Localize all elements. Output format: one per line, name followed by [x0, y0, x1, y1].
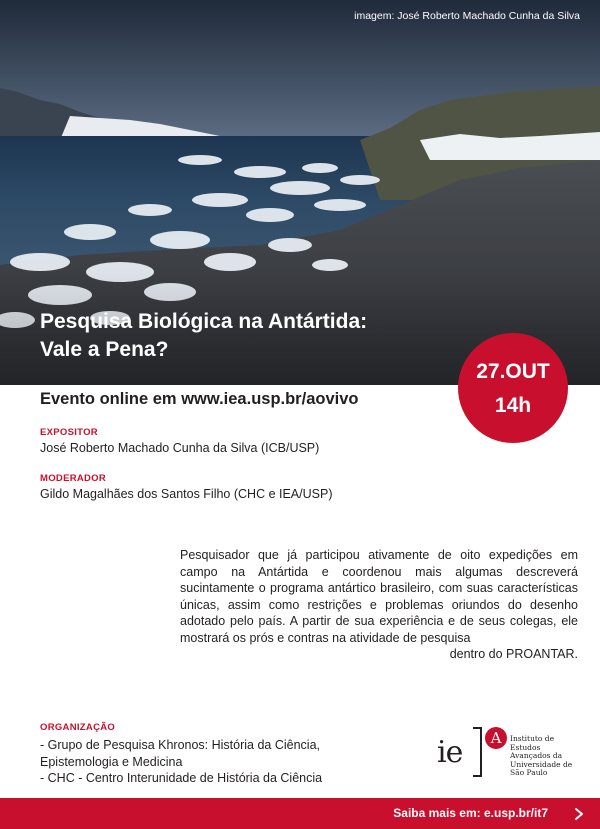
logo-bracket [473, 727, 482, 777]
image-credit: imagem: José Roberto Machado Cunha da Silva [354, 10, 580, 22]
event-title-line-1: Pesquisa Biológica na Antártida: [40, 310, 368, 333]
event-description [180, 547, 578, 663]
logo-text-line: São Paulo [510, 768, 548, 778]
logo-ie-mark: ie [437, 735, 463, 770]
description-last-line: dentro do PROANTAR. [449, 647, 578, 661]
organizacao-item: - CHC - Centro Interunidade de História da Ciência [40, 771, 323, 785]
organizacao-label: ORGANIZAÇÃO [40, 722, 116, 733]
organizacao-list [40, 737, 322, 787]
logo-text-line: Estudos [510, 742, 541, 752]
footer-bar[interactable] [0, 798, 600, 829]
event-title-line-2: Vale a Pena? [40, 338, 169, 361]
organizacao-item: - Grupo de Pesquisa Khronos: História da Ciência, [40, 738, 321, 752]
logo-institution-name [510, 735, 572, 778]
description-body: Pesquisador que já participou ativamente de oito expedições em campo na Antártida e coordenou mais algumas descreverá sucintamente o programa antártico brasileiro, com suas características únicas, assim como restrições e problemas oriundos do desenho adotado pelo país. A partir de sua experiência e de seus colegas, ele mostrará os prós e contras na atividade de pesquisa [180, 548, 578, 645]
expositor-label: EXPOSITOR [40, 427, 98, 438]
event-time: 14h [494, 394, 532, 417]
logo-text-line: Avançados da [510, 751, 563, 761]
event-date: 27.OUT [476, 360, 550, 383]
expositor-name: José Roberto Machado Cunha da Silva (ICB/USP) [40, 441, 320, 455]
hero-image [0, 0, 600, 385]
event-title [40, 308, 367, 364]
online-event-link[interactable]: Evento online em www.iea.usp.br/aovivo [40, 390, 359, 408]
chevron-right-icon[interactable] [572, 807, 586, 821]
iea-logo [437, 727, 587, 779]
organizacao-item: Epistemologia e Medicina [40, 754, 183, 769]
logo-text-line: Instituto de [510, 734, 555, 743]
more-info-link[interactable]: Saiba mais em: e.usp.br/it7 [393, 806, 548, 820]
logo-text-line: Universidade de [510, 759, 573, 769]
logo-a-mark: A [485, 727, 507, 749]
date-badge [458, 333, 568, 443]
moderador-name: Gildo Magalhães dos Santos Filho (CHC e IEA/USP) [40, 487, 333, 501]
moderador-label: MODERADOR [40, 473, 107, 484]
